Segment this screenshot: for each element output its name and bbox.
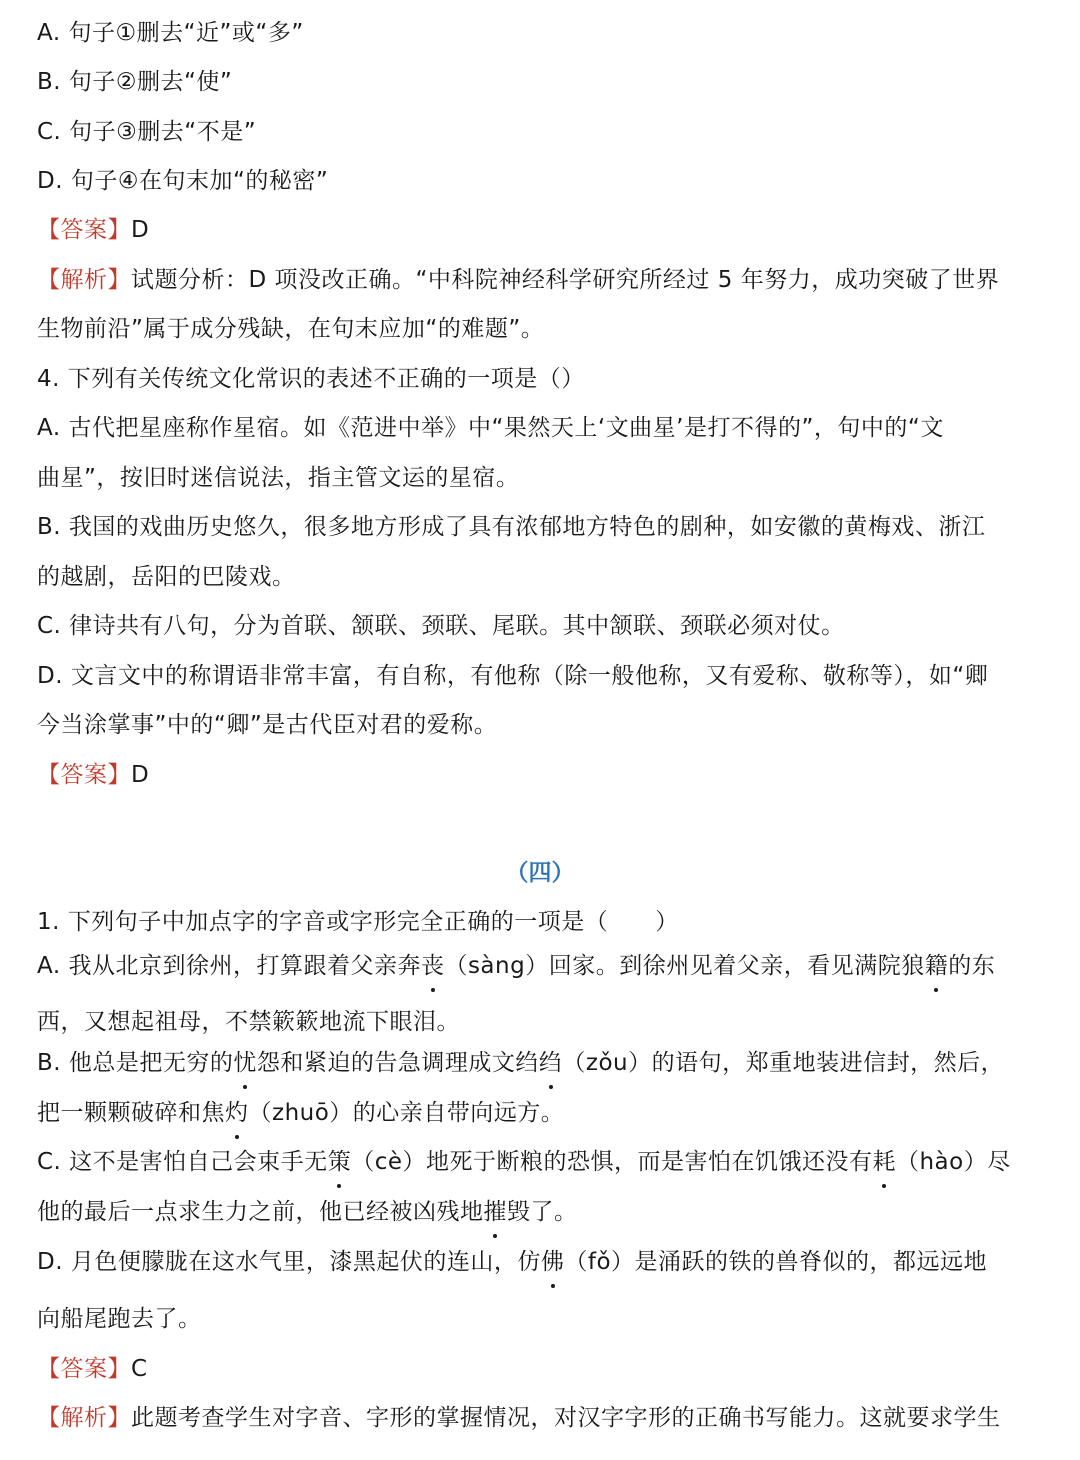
text-segment: （hào）尽 (895, 1149, 1011, 1175)
dotted-char: 丧 (421, 950, 445, 982)
q3-analysis-line-2: 生物前沿”属于成分残缺，在句末应加“的难题”。 (37, 316, 545, 342)
analysis-tag: 【解析】 (37, 267, 131, 293)
analysis-tag: 【解析】 (37, 1405, 131, 1431)
dotted-char: 策 (328, 1146, 352, 1178)
text-segment: 毁了。 (507, 1199, 578, 1225)
s4q1-answer (37, 1353, 1052, 1385)
s4q1-option-b-line-1 (37, 1047, 1052, 1079)
q4-stem: 4. 下列有关传统文化常识的表述不正确的一项是（） (37, 366, 585, 392)
answer-value: D (131, 762, 150, 788)
text-segment: （zǒu）的语句，郑重地装进信封，然后， (562, 1050, 1005, 1076)
q4-answer (37, 759, 1052, 791)
text-segment: 把一颗颗破碎和焦 (37, 1100, 225, 1126)
answer-tag: 【答案】 (37, 217, 131, 243)
q4-option-a-line-2: 曲星”，按旧时迷信说法，指主管文运的星宿。 (37, 465, 520, 491)
q3-option-d: D. 句子④在句末加“的秘密” (37, 168, 329, 194)
q4-option-c: C. 律诗共有八句，分为首联、颔联、颈联、尾联。其中颔联、颈联必须对仗。 (37, 613, 845, 639)
dotted-char: 摧 (484, 1196, 508, 1228)
text-segment: （zhuō）的心亲自带向远方。 (248, 1100, 565, 1126)
q4-option-d-line-1: D. 文言文中的称谓语非常丰富，有自称，有他称（除一般他称，又有爱称、敬称等），如“卿 (37, 663, 989, 689)
answer-value: C (131, 1356, 148, 1382)
dotted-char: 忧 (233, 1047, 257, 1079)
text-segment: 怨和紧迫的告急调理成文绉 (256, 1050, 539, 1076)
s4q1-option-b-line-2 (37, 1097, 1052, 1129)
analysis-text: 此题考查学生对字音、字形的掌握情况，对汉字字形的正确书写能力。这就要求学生 (131, 1405, 1001, 1431)
q4-option-b-line-1: B. 我国的戏曲历史悠久，很多地方形成了具有浓郁地方特色的剧种，如安徽的黄梅戏、浙江 (37, 514, 986, 540)
dotted-char: 耗 (872, 1146, 896, 1178)
q3-answer (37, 214, 1052, 246)
q3-analysis-line-1 (37, 264, 1052, 296)
q3-option-a: A. 句子①删去“近”或“多” (37, 20, 304, 46)
q3-option-c: C. 句子③删去“不是” (37, 119, 257, 145)
answer-tag: 【答案】 (37, 762, 131, 788)
s4q1-option-a-line-1 (37, 950, 1052, 982)
text-segment: 的东 (948, 953, 996, 979)
text-segment: 他的最后一点求生力之前，他已经被凶残地 (37, 1199, 484, 1225)
s4q1-option-d-line-1 (37, 1246, 1052, 1278)
dotted-char: 灼 (225, 1097, 249, 1129)
text-segment: C. 这不是害怕自己会束手无 (37, 1149, 328, 1175)
s4q1-stem: 1. 下列句子中加点字的字音或字形完全正确的一项是（ ） (37, 909, 679, 935)
s4q1-option-d-line-2: 向船尾跑去了。 (37, 1306, 202, 1332)
answer-tag: 【答案】 (37, 1356, 131, 1382)
s4q1-analysis-line-1 (37, 1402, 1052, 1434)
dotted-char: 绉 (539, 1047, 563, 1079)
dotted-char: 籍 (925, 950, 949, 982)
s4q1-option-c-line-2 (37, 1196, 1052, 1228)
text-segment: （sàng）回家。到徐州见着父亲，看见满院狼 (444, 953, 925, 979)
text-segment: （fǒ）是涌跃的铁的兽脊似的，都远远地 (564, 1249, 988, 1275)
answer-value: D (131, 217, 150, 243)
analysis-text: 试题分析：D 项没改正确。“中科院神经科学研究所经过 5 年努力，成功突破了世界 (131, 267, 1000, 293)
section-title: （四） (505, 860, 575, 886)
dotted-char: 佛 (541, 1246, 565, 1278)
q4-option-d-line-2: 今当涂掌事”中的“卿”是古代臣对君的爱称。 (37, 712, 498, 738)
text-segment: （cè）地死于断粮的恐惧，而是害怕在饥饿还没有 (351, 1149, 873, 1175)
q3-option-b: B. 句子②删去“使” (37, 69, 233, 95)
s4q1-option-c-line-1 (37, 1146, 1052, 1178)
text-segment: D. 月色便朦胧在这水气里，漆黑起伏的连山，仿 (37, 1249, 541, 1275)
q4-option-a-line-1: A. 古代把星座称作星宿。如《范进中举》中“果然天上‘文曲星’是打不得的”，句中的“文 (37, 415, 944, 441)
text-segment: A. 我从北京到徐州，打算跟着父亲奔 (37, 953, 421, 979)
q4-option-b-line-2: 的越剧，岳阳的巴陵戏。 (37, 564, 296, 590)
text-segment: B. 他总是把无穷的 (37, 1050, 234, 1076)
s4q1-option-a-line-2: 西，又想起祖母，不禁簌簌地流下眼泪。 (37, 1009, 460, 1035)
